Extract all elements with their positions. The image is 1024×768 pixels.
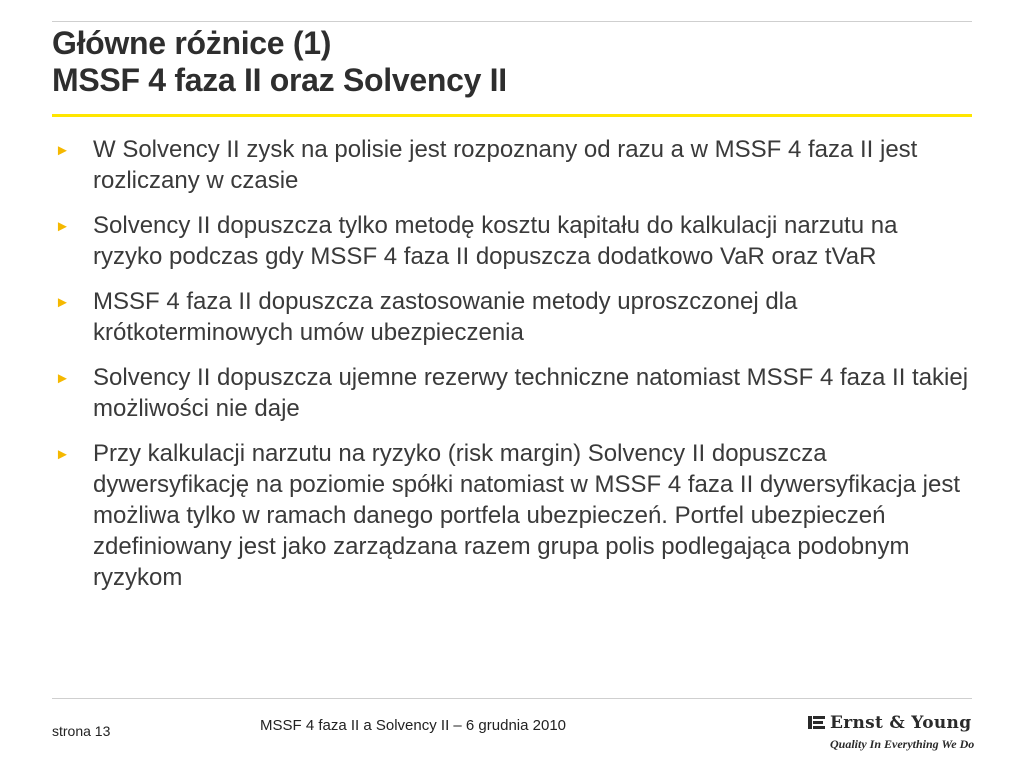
footer-presentation-title: MSSF 4 faza II a Solvency II – 6 grudnia 2010 xyxy=(260,717,567,734)
slide-title-line1: Główne różnice (1) xyxy=(52,25,332,61)
slide-title-line2: MSSF 4 faza II oraz Solvency II xyxy=(52,62,507,98)
bullet-text: Przy kalkulacji narzutu na ryzyko (risk margin) Solvency II dopuszcza dywersyfikację na poziomie spółki natomiast w MSSF 4 faza II dywersyfikacja jest możliwa tylko w ramach danego portfela ubezpieczeń. Portfel ubezpieczeń zdefiniowany jest jako zarządzana razem grupa polis podlegająca podobnym ryzykom xyxy=(93,440,960,591)
bullet-arrow-icon: ► xyxy=(55,370,70,387)
title-underline-accent xyxy=(52,114,972,117)
logo-name: Ernst & Young xyxy=(830,713,972,733)
bullet-item xyxy=(52,210,970,272)
bullet-text: Solvency II dopuszcza tylko metodę kosztu kapitału do kalkulacji narzutu na ryzyko podczas gdy MSSF 4 faza II dopuszcza dodatkowo VaR oraz tVaR xyxy=(93,212,898,270)
bullet-list xyxy=(52,134,970,607)
ernst-young-logo-mark-icon xyxy=(808,715,826,731)
bullet-text: W Solvency II zysk na polisie jest rozpoznany od razu a w MSSF 4 faza II jest rozliczany w czasie xyxy=(93,136,918,194)
bullet-arrow-icon: ► xyxy=(55,446,70,463)
bullet-arrow-icon: ► xyxy=(55,142,70,159)
bullet-arrow-icon: ► xyxy=(55,218,70,235)
bullet-arrow-icon: ► xyxy=(55,294,70,311)
bullet-item xyxy=(52,438,970,593)
page-number: strona 13 xyxy=(52,723,111,739)
bullet-item xyxy=(52,134,970,196)
slide-title xyxy=(52,25,972,99)
bullet-text: Solvency II dopuszcza ujemne rezerwy techniczne natomiast MSSF 4 faza II takiej możliwości nie daje xyxy=(93,364,969,422)
company-logo xyxy=(808,713,978,755)
logo-tagline: Quality In Everything We Do xyxy=(830,737,975,751)
top-divider xyxy=(52,21,972,22)
bullet-item xyxy=(52,286,970,348)
bullet-item xyxy=(52,362,970,424)
bullet-text: MSSF 4 faza II dopuszcza zastosowanie metody uproszczonej dla krótkoterminowych umów ubezpieczenia xyxy=(93,288,798,346)
footer-divider xyxy=(52,698,972,699)
